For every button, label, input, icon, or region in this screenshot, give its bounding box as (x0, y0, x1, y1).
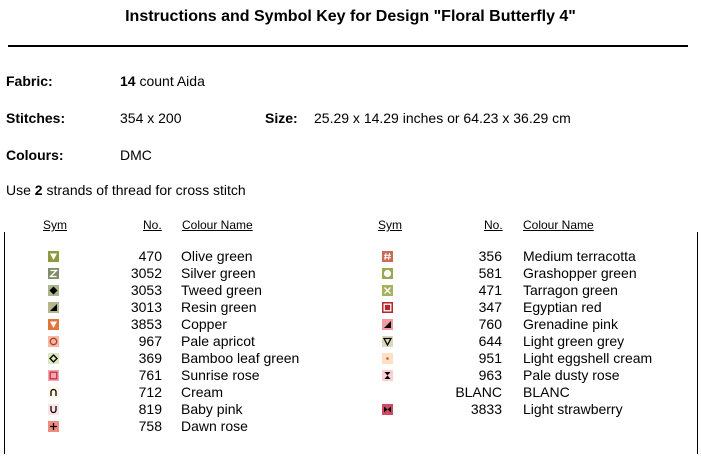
fabric-label: Fabric: (6, 73, 53, 89)
symbol-swatch-icon (382, 268, 393, 279)
fabric-value (120, 73, 205, 89)
colour-name: Grenadine pink (523, 316, 618, 332)
colour-number: 644 (478, 333, 502, 349)
colour-number: 347 (478, 299, 502, 315)
colour-name: Egyptian red (523, 299, 602, 315)
symbol-swatch-icon (382, 370, 393, 381)
size-value: 25.29 x 14.29 inches or 64.23 x 36.29 cm (314, 110, 571, 126)
fabric-rest: count Aida (135, 73, 205, 89)
colour-name: BLANC (523, 384, 570, 400)
colour-number: 470 (138, 248, 162, 264)
symbol-swatch-icon (382, 336, 393, 347)
colour-name: Bamboo leaf green (181, 350, 300, 366)
colour-name: Grashopper green (523, 265, 637, 281)
colour-name: Sunrise rose (181, 367, 260, 383)
symbol-swatch-icon (48, 421, 59, 432)
colour-name: Light green grey (523, 333, 625, 349)
colour-number: 967 (138, 333, 162, 349)
title-rule (8, 45, 688, 47)
colour-number: 712 (138, 384, 162, 400)
colour-number: 369 (138, 350, 162, 366)
colour-name: Pale apricot (181, 333, 255, 349)
table-row (0, 367, 701, 384)
table-row (0, 265, 701, 282)
header-no-left: No. (143, 218, 162, 232)
colour-name: Light strawberry (523, 401, 623, 417)
colour-number: 3053 (130, 282, 162, 298)
colour-number: 3052 (130, 265, 162, 281)
header-sym-right: Sym (378, 218, 402, 232)
colour-name: Tarragon green (523, 282, 618, 298)
stitches-value: 354 x 200 (120, 110, 182, 126)
colour-number: 761 (138, 367, 162, 383)
colour-number: 951 (478, 350, 502, 366)
header-name-left: Colour Name (182, 218, 253, 232)
colour-number: 819 (138, 401, 162, 417)
colour-number: 471 (478, 282, 502, 298)
colour-name: Dawn rose (181, 418, 248, 434)
colours-value: DMC (120, 147, 152, 163)
table-row (0, 248, 701, 265)
colour-name: Copper (181, 316, 227, 332)
instruction-pre: Use (6, 182, 35, 198)
colour-name: Baby pink (181, 401, 243, 417)
table-row (0, 333, 701, 350)
table-row (0, 282, 701, 299)
colour-name: Cream (181, 384, 224, 400)
page-title: Instructions and Symbol Key for Design "Floral Butterfly 4" (125, 8, 576, 25)
colour-name: Pale dusty rose (523, 367, 620, 383)
colour-number: 760 (478, 316, 502, 332)
colour-number: 3833 (470, 401, 502, 417)
symbol-swatch-icon (382, 319, 393, 330)
instruction-text (6, 182, 246, 198)
instruction-strands: 2 (34, 182, 43, 198)
colour-name: Light eggshell cream (523, 350, 653, 366)
colour-number: 356 (478, 248, 502, 264)
table-row (0, 401, 701, 418)
fabric-count: 14 (120, 73, 136, 89)
instruction-post: strands of thread for cross stitch (42, 182, 246, 198)
symbol-swatch-icon (382, 404, 393, 415)
symbol-swatch-icon (382, 353, 393, 364)
colour-name: Olive green (181, 248, 253, 264)
colours-label: Colours: (6, 147, 64, 163)
table-row (0, 350, 701, 367)
table-row (0, 418, 701, 435)
header-sym-left: Sym (43, 218, 67, 232)
colour-number: 3853 (130, 316, 162, 332)
colour-number: 3013 (130, 299, 162, 315)
colour-name: Medium terracotta (523, 248, 636, 264)
header-name-right: Colour Name (523, 218, 594, 232)
stitches-label: Stitches: (6, 110, 66, 126)
colour-name: Resin green (181, 299, 257, 315)
colour-name: Silver green (181, 265, 256, 281)
symbol-swatch-icon (382, 302, 393, 313)
size-label: Size: (265, 110, 298, 126)
colour-name: Tweed green (181, 282, 262, 298)
header-no-right: No. (484, 218, 503, 232)
symbol-swatch-icon (382, 285, 393, 296)
colour-number: 963 (478, 367, 502, 383)
table-row (0, 299, 701, 316)
symbol-swatch-icon (382, 251, 393, 262)
colour-number: 758 (138, 418, 162, 434)
table-row (0, 384, 701, 401)
colour-number: 581 (478, 265, 502, 281)
colour-number: BLANC (455, 384, 502, 400)
table-row (0, 316, 701, 333)
